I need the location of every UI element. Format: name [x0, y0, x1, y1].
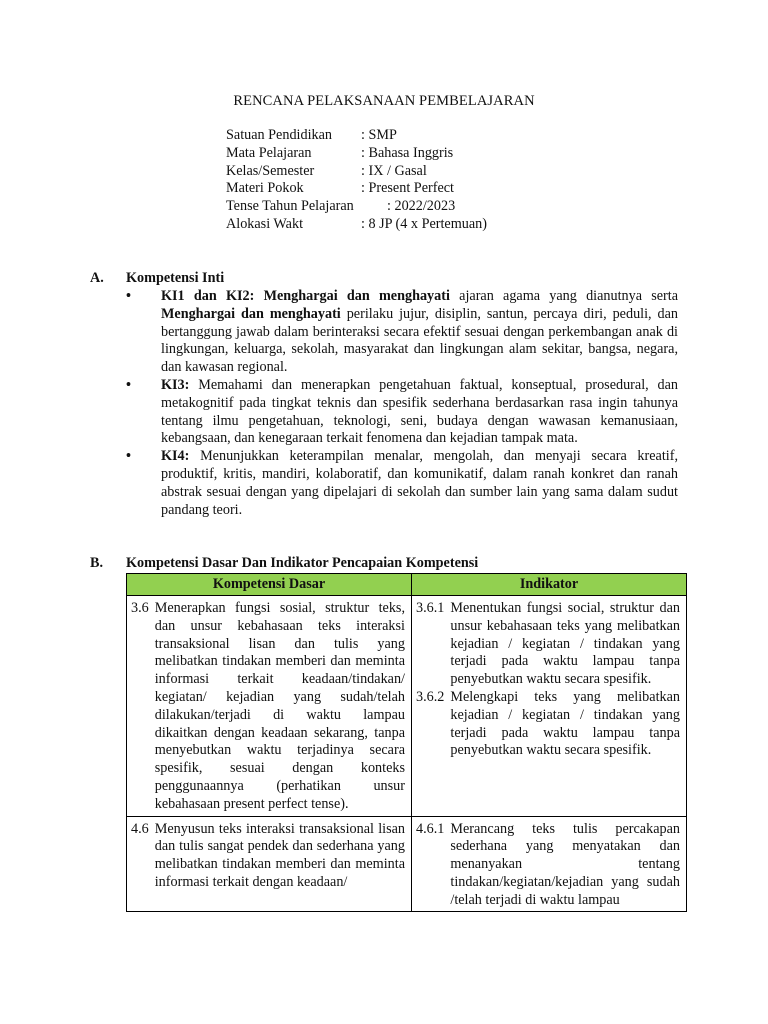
list-item-ki3 — [126, 377, 678, 448]
item-text: ajaran agama yang dianutnya serta — [459, 288, 679, 304]
indicator-item — [416, 689, 680, 760]
competence-table — [126, 573, 687, 912]
table-cell-indicator — [412, 596, 687, 817]
list-item-ki4 — [126, 448, 678, 519]
indicator-item — [416, 600, 680, 689]
section-title: Kompetensi Inti — [126, 270, 225, 286]
cell-clip — [131, 821, 405, 907]
bullet-icon: • — [126, 288, 131, 304]
meta-row-subject — [226, 145, 487, 163]
table-cell-kd — [127, 816, 412, 911]
indicator-number: 3.6.1 — [416, 600, 445, 616]
meta-label: Alokasi Wakt — [226, 215, 304, 232]
cell-clip — [416, 821, 680, 907]
table-row — [127, 596, 687, 817]
indicator-text: Melengkapi teks yang melibatkan kejadian / kegiatan / tindakan yang terjadi pada waktu lampau tanpa penyebutkan waktu secara spesifik. — [450, 688, 680, 759]
table-cell-indicator — [412, 816, 687, 911]
table-header-kd: Kompetensi Dasar — [127, 574, 412, 596]
meta-row-time — [226, 216, 487, 234]
list-item-ki12 — [126, 288, 678, 377]
meta-row-topic — [226, 180, 487, 198]
bullet-icon: • — [126, 376, 131, 393]
core-competence-list — [126, 288, 678, 519]
meta-label: Satuan Pendidikan — [226, 127, 332, 143]
section-letter: A. — [90, 270, 104, 286]
bullet-icon: • — [126, 448, 131, 465]
item-label: KI3: — [161, 376, 190, 393]
meta-value: : 2022/2023 — [387, 198, 456, 215]
document-title: RENCANA PELAKSANAAN PEMBELAJARAN — [233, 93, 535, 109]
indicator-item — [416, 821, 680, 907]
kd-item — [131, 600, 405, 814]
meta-label: Mata Pelajaran — [226, 144, 312, 161]
meta-value: : Present Perfect — [361, 180, 454, 197]
meta-value: : Bahasa Inggris — [361, 144, 454, 161]
kd-text: Menerapkan fungsi sosial, struktur teks, dan unsur kebahasaan teks interaksi transaksional lisan dan tulis yang melibatkan tindakan memberi dan meminta informasi terkait keadaan/tindakan/ kegiatan/ kejadian yang sudah/telah dilakukan/terjadi di waktu lampau dikaitkan dengan keadaan sekarang, tanpa menyebutkan waktu terjadinya secara spesifik, sesuai dengan konteks penggunaannya (perhatikan unsur kebahasaan present perfect tense). — [154, 600, 405, 812]
item-text: Menunjukkan keterampilan menalar, mengolah, dan menyaji secara kreatif, produktif, kritis, mandiri, kolaboratif, dan komunikatif, dalam ranah konkret dan ranah abstrak sesuai dengan yang dipelajari di sekolah dan sumber lain yang sama dalam sudut pandang teori. — [161, 448, 679, 518]
meta-label: Materi Pokok — [226, 180, 304, 197]
identity-block — [226, 127, 487, 234]
meta-value: : 8 JP (4 x Pertemuan) — [361, 215, 487, 232]
section-b-heading — [90, 555, 478, 573]
meta-value: : IX / Gasal — [361, 162, 427, 179]
section-title: Kompetensi Dasar Dan Indikator Pencapaian Kompetensi — [126, 555, 479, 571]
kd-number: 3.6 — [131, 600, 149, 616]
section-a-heading — [90, 270, 224, 288]
indicator-number: 3.6.2 — [416, 688, 445, 705]
meta-label: Kelas/Semester — [226, 162, 315, 179]
meta-row-school — [226, 127, 487, 145]
indicator-number: 4.6.1 — [416, 820, 445, 837]
item-label: KI4: — [161, 448, 190, 465]
item-text: perilaku jujur, disiplin, santun, percaya diri, peduli, dan bertanggung jawab dalam berinteraksi secara efektif sesuai dengan perkembangan anak di lingkungan, keluarga, sekolah, masyarakat dan lingkungan alam sekitar, bangsa, negara, dan kawasan regional. — [161, 305, 679, 376]
kd-number: 4.6 — [131, 820, 149, 837]
indicator-text: Menentukan fungsi social, struktur dan unsur kebahasaan teks yang melibatkan kejadian / kegiatan / tindakan yang terjadi pada waktu lampau tanpa penyebutkan waktu secara spesifik. — [450, 600, 680, 688]
meta-row-class — [226, 163, 487, 181]
meta-label: Tense Tahun Pelajaran — [226, 198, 354, 215]
kd-item — [131, 821, 405, 892]
table-header-row — [127, 574, 687, 596]
item-bold: Menghargai dan menghayati — [161, 305, 341, 322]
table-header-indicator: Indikator — [412, 574, 687, 596]
indicator-text: Merancang teks tulis percakapan sederhana yang menyatakan dan menanyakan tentang tindakan/kegiatan/kejadian yang sudah /telah terjadi di waktu lampau — [450, 820, 680, 907]
meta-value: : SMP — [361, 127, 397, 143]
item-label: KI1 dan KI2: — [161, 288, 255, 304]
item-bold: Menghargai dan menghayati — [263, 288, 450, 304]
table-cell-kd — [127, 596, 412, 817]
section-letter: B. — [90, 555, 104, 571]
item-text: Memahami dan menerapkan pengetahuan faktual, konseptual, prosedural, dan metakognitif pada tingkat teknis dan spesifik sederhana berdasarkan rasa ingin tahunya tentang ilmu pengetahuan, teknologi, seni, budaya dengan wawasan kemanusiaan, kebangsaan, dan kenegaraan terkait fenomena dan kejadian tampak mata. — [161, 376, 679, 447]
meta-row-year — [226, 198, 487, 216]
kd-text: Menyusun teks interaksi transaksional lisan dan tulis sangat pendek dan sederhana yang melibatkan tindakan memberi dan meminta informasi terkait dengan keadaan/ — [154, 820, 405, 890]
table-row — [127, 816, 687, 911]
